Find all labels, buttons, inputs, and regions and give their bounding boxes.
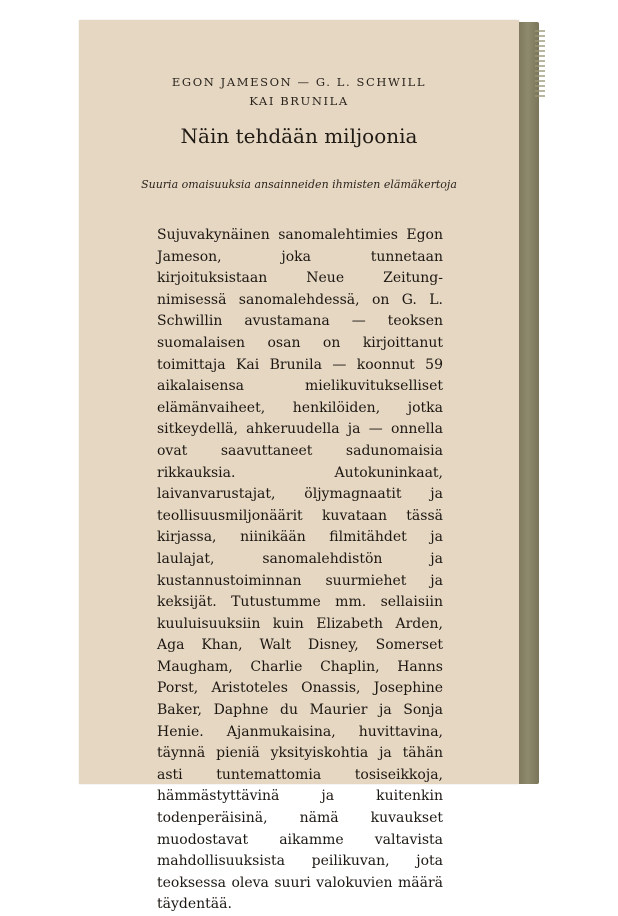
blurb-text: Sujuvakynäinen sanomalehtimies Egon Jameson, joka tunnetaan kirjoituksistaan Neue Zeitung-nimisessä sanomalehdessä, on G. L. Schwillin avustamana — teoksen suomalaisen osan on kirjoittanut toimittaja Kai Brunila — koonnut 59 aikalaisensa mielikuvitukselliset elämänvaiheet, henkilöiden, jotka sitkeydellä, ahkeruudella ja — onnella ovat saavuttaneet sadunomaisia rikkauksia. Autokuninkaat, laivanvarustajat, öljymagnaatit ja teollisuusmiljonäärit kuvataan tässä kirjassa, niinikään filmitähdet ja laulajat, sanomalehdistön ja kustannustoiminnan suurmiehet ja keksijät. Tutustumme mm. sellaisiin kuuluisuuksiin kuin Elizabeth Arden, Aga Khan, Walt Disney, Somerset Maugham, Charlie Chaplin, Hanns Porst, Aristoteles Onassis, Josephine Baker, Daphne du Maurier ja Sonja Henie. Ajanmukaisina, huvittavina, täynnä pieniä yksityiskohtia ja tähän asti tuntemattomia tosiseikkoja, hämmästyttävinä ja kuitenkin todenperäisinä, nämä kuvaukset muodostavat aikamme valtavista mahdollisuuksista peilikuvan, jota teoksessa oleva suuri valokuvien määrä täydentää.	[157, 227, 443, 913]
book-back-cover	[79, 20, 527, 913]
authors-line-1: EGON JAMESON — G. L. SCHWILL	[171, 75, 427, 89]
authors-line-2: KAI BRUNILA	[249, 94, 349, 108]
book-title: Näin tehdään miljoonia	[180, 124, 418, 148]
book-spine	[519, 22, 539, 784]
spine-fray	[535, 30, 545, 100]
cover-page	[79, 20, 519, 913]
book-subtitle: Suuria omaisuuksia ansainneiden ihmisten elämäkertoja	[141, 178, 457, 191]
